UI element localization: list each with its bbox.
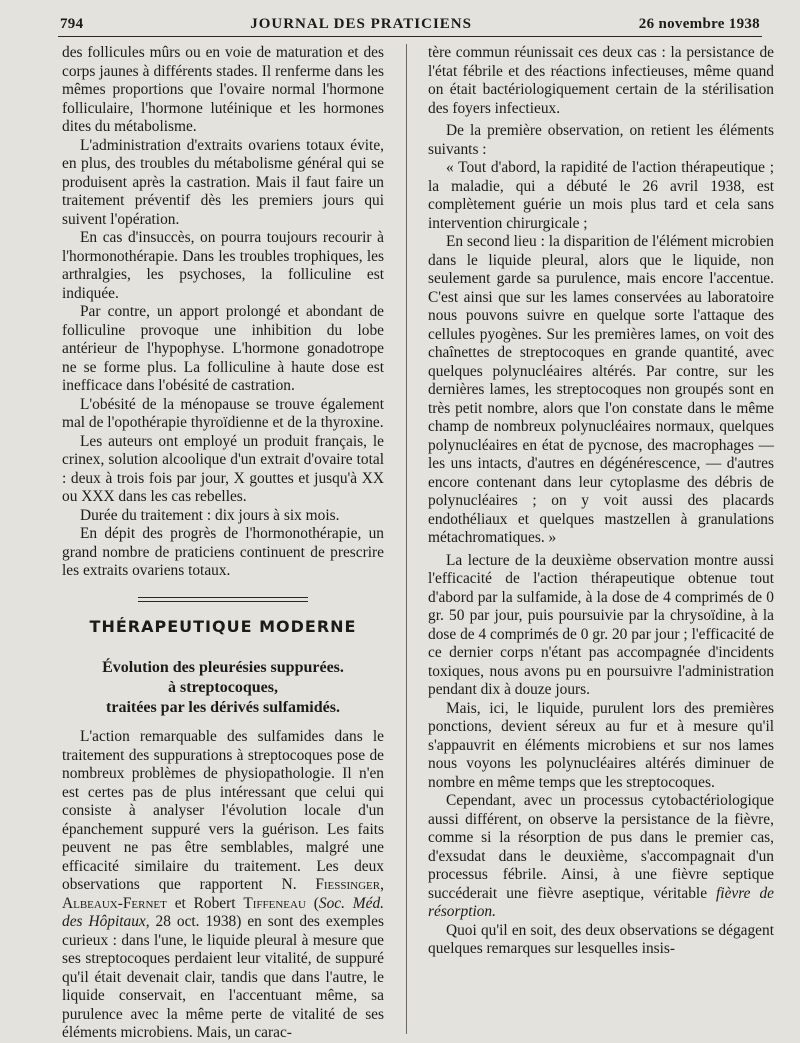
article-title xyxy=(62,658,384,718)
text-run: Cependant, avec un processus cytobactériologique aussi différent, on observe la persistance de la fièvre, comme si la résorption de pus dans le premier cas, d'exsudat dans le deuxième, s'accompagnait d'un processus fébrile. Ainsi, à une fièvre septique succéderait une fièvre aseptique, véritable xyxy=(428,792,774,902)
paragraph: L'obésité de la ménopause se trouve également mal de l'opothérapie thyroïdienne et de la thyroxine. xyxy=(62,395,384,431)
page-number: 794 xyxy=(60,15,84,32)
article-title-line: à streptocoques, xyxy=(168,679,278,696)
author-name: Fiessinger xyxy=(315,876,381,893)
author-name: Albeaux-Fernet xyxy=(62,894,167,912)
article-title-line: traitées par les dérivés sulfamidés. xyxy=(106,699,340,716)
paragraph: En cas d'insuccès, on pourra toujours recourir à l'hormonothérapie. Dans les troubles trophiques, les arthralgies, les psychoses, la folliculine est indiquée. xyxy=(62,229,384,302)
article-title-line: Évolution des pleurésies suppurées. xyxy=(102,659,344,676)
running-header xyxy=(60,12,760,36)
quote-paragraph: « Tout d'abord, la rapidité de l'action thérapeutique ; la maladie, qui a débuté le 26 avril 1938, est complètement guérie un mois plus tard et cela sans intervention chirurgicale ; xyxy=(428,159,774,232)
text-run: et Robert xyxy=(166,894,244,912)
paragraph: En dépit des progrès de l'hormonothérapie, un grand nombre de praticiens continuent de prescrire les extraits ovariens totaux. xyxy=(62,525,384,579)
paragraph: Les auteurs ont employé un produit français, le crinex, solution alcoolique d'un extrait d'ovaire total : deux à trois fois par jour, X gouttes et jusqu'à XX ou XXX dans les cas rebelles. xyxy=(62,432,384,505)
header-rule xyxy=(58,36,762,37)
paragraph: La lecture de la deuxième observation montre aussi l'efficacité de l'action thérapeutique obtenue tout d'abord par la sulfamide, à la dose de 4 comprimés de 0 gr. 50 par jour, puis poursuivie par la chrysoïdine, à la dose de 4 comprimés de 0 gr. 20 par jour ; l'efficacité de ce dernier corps n'étant pas accompagnée d'incidents toxiques, nous avons pu en poursuivre l'administration pendant dix à douze jours. xyxy=(428,551,774,698)
text-run: ( xyxy=(305,894,319,912)
quote-paragraph: En second lieu : la disparition de l'élément microbien dans le liquide pleural, alors que le liquide, non seulement garde sa purulence, mais encore l'accentue. C'est ainsi que sur les lames conservées au laboratoire nous pouvons suivre en quelque sorte l'attaque des cellules pyogènes. Sur les premières lames, on voit des chaînettes de streptocoques en grande quantité, avec quelques polynucléaires altérés. Par contre, sur les dernières lames, les streptocoques non groupés sont en très petit nombre, alors que l'on constate dans le même champ de nombreux polynucléaires normaux, quelques polynucléaires en état de pycnose, des macrophages — les uns intacts, d'autres en dégénérescence, — d'autres encore contenant dans leur cytoplasme des débris de polynucléaires ; on y voit aussi des placards endothéliaux et quelques mastzellen à granulations métachromatiques. » xyxy=(428,233,774,546)
issue-date: 26 novembre 1938 xyxy=(638,15,760,32)
paragraph: des follicules mûrs ou en voie de maturation et des corps jaunes à différents stades. Il renferme dans les mêmes proportions que l'ovaire normal l'hormone folliculaire, l'hormone lutéinique et les hormones dites du métabolisme. xyxy=(62,44,384,135)
citation: Soc. Méd. des Hôpitaux, xyxy=(62,894,384,930)
paragraph: L'administration d'extraits ovariens totaux évite, en plus, des troubles du métabolisme général qui se produisent après la castration. Mais il faut faire un traitement préventif dès les premiers jours qui suivent l'opération. xyxy=(62,136,384,228)
journal-title: JOURNAL DES PRATICIENS xyxy=(250,15,472,32)
left-column xyxy=(62,44,384,1043)
section-title: THÉRAPEUTIQUE MODERNE xyxy=(89,616,357,636)
paragraph: De la première observation, on retient les éléments suivants : xyxy=(428,122,774,158)
paragraph: tère commun réunissait ces deux cas : la persistance de l'état fébrile et des réactions infectieuses, même quand on était bactériologiquement certain de la stérilisation des foyers infectieux. xyxy=(428,44,774,117)
column-divider xyxy=(406,44,407,1034)
emphasis: fièvre de résorption. xyxy=(428,884,774,920)
text-run: , xyxy=(380,876,384,893)
section-separator xyxy=(138,597,308,602)
author-name: Tiffeneau xyxy=(243,894,306,912)
paragraph xyxy=(62,728,384,1043)
paragraph: Par contre, un apport prolongé et abondant de folliculine provoque une inhibition du lobe antérieur de l'hypophyse. L'hormone gonadotrope ne se forme plus. La folliculine à haute dose est inefficace dans l'obésité de castration. xyxy=(62,303,384,394)
right-column xyxy=(428,44,774,959)
paragraph xyxy=(428,792,774,922)
paragraph: Durée du traitement : dix jours à six mois. xyxy=(80,506,340,524)
paragraph: Mais, ici, le liquide, purulent lors des premières ponctions, devient séreux au fur et à mesure qu'il s'appauvrit en éléments microbiens et sur nos lames nous voyons les polynucléaires altérés diminuer de nombre en même temps que les streptocoques. xyxy=(428,699,774,791)
text-run: L'action remarquable des sulfamides dans le traitement des suppurations à streptocoques pose de nombreux problèmes de physiopathologie. Il n'en est certes pas de plus intéressant que celui qui consiste à analyser l'évolution locale d'un épanchement suppuré vers la guérison. Les faits peuvent ne pas être semblables, malgré une efficacité similaire du traitement. Les deux observations que rapportent N. xyxy=(62,728,384,893)
text-run: 28 oct. 1938) en sont des exemples curieux : dans l'une, le liquide pleural à mesure que ses streptocoques perdaient leur vitalité, de suppuré qu'il était devenait clair, tandis que dans l'autre, le liquide conservait, en l'accentuant même, sa purulence avec la même perte de vitalité de ses éléments microbiens. Mais, un carac- xyxy=(62,913,384,1041)
paragraph: Quoi qu'il en soit, des deux observations se dégagent quelques remarques sur lesquelles insis- xyxy=(428,921,774,957)
